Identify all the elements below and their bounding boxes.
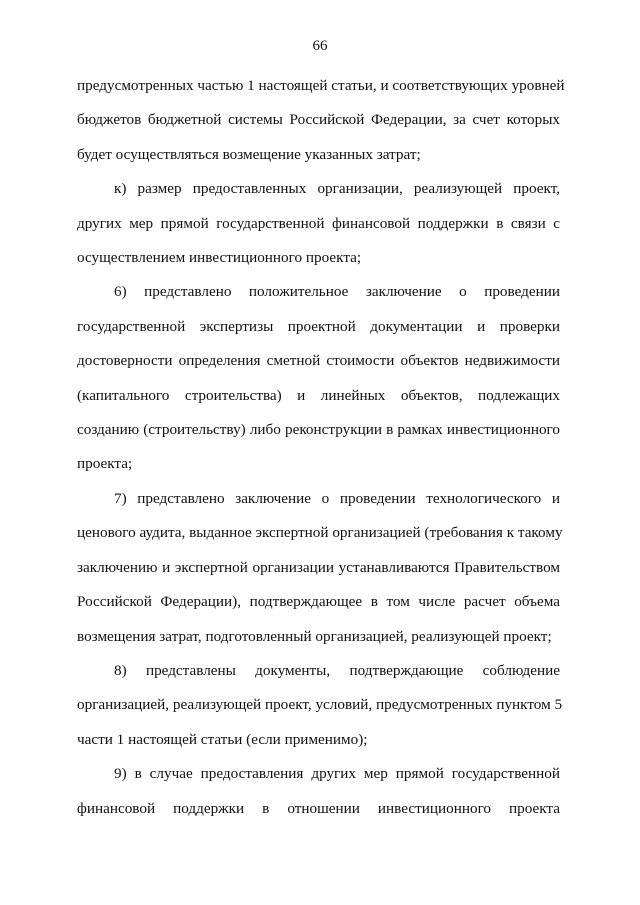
paragraph-item-6 xyxy=(77,275,560,481)
text-line: созданию (строительству) либо реконструкции в рамках инвестиционного xyxy=(77,421,560,439)
paragraph-continuation xyxy=(77,69,565,172)
paragraph-item-k xyxy=(77,172,560,275)
text-line: государственной экспертизы проектной документации и проверки xyxy=(77,317,560,335)
page-number: 66 xyxy=(312,38,328,54)
text-line: бюджетов бюджетной системы Российской Федерации, за счет которых xyxy=(77,111,560,129)
paragraph-item-8 xyxy=(77,654,563,757)
text-line: 7) представлено заключение о проведении технологического и xyxy=(114,489,560,507)
text-line: предусмотренных частью 1 настоящей статьи, и соответствующих уровней xyxy=(77,77,565,94)
text-line: 9) в случае предоставления других мер прямой государственной xyxy=(114,765,560,783)
text-line: (капитального строительства) и линейных объектов, подлежащих xyxy=(77,386,560,404)
document-body xyxy=(77,69,565,826)
text-line: организацией, реализующей проект, условий, предусмотренных пунктом 5 xyxy=(77,696,563,714)
text-line: проекта; xyxy=(77,455,133,473)
paragraph-item-9 xyxy=(77,757,560,826)
text-line: других мер прямой государственной финансовой поддержки в связи с xyxy=(77,214,560,232)
text-line: 8) представлены документы, подтверждающие соблюдение xyxy=(114,661,560,679)
text-line: Российской Федерации), подтверждающее в том числе расчет объема xyxy=(77,593,560,611)
text-line: осуществлением инвестиционного проекта; xyxy=(77,249,362,267)
text-line: части 1 настоящей статьи (если применимо); xyxy=(77,730,368,748)
paragraph-item-7 xyxy=(77,482,563,654)
text-line: финансовой поддержки в отношении инвестиционного проекта xyxy=(77,799,560,817)
text-line: возмещения затрат, подготовленный организацией, реализующей проект; xyxy=(77,627,552,645)
text-line: заключению и экспертной организации устанавливаются Правительством xyxy=(77,558,560,576)
text-line: 6) представлено положительное заключение о проведении xyxy=(114,283,560,301)
text-line: ценового аудита, выданное экспертной организацией (требования к такому xyxy=(77,524,563,542)
text-line: к) размер предоставленных организации, реализующей проект, xyxy=(114,180,560,198)
text-line: будет осуществляться возмещение указанных затрат; xyxy=(77,145,421,163)
text-line: достоверности определения сметной стоимости объектов недвижимости xyxy=(77,352,560,370)
